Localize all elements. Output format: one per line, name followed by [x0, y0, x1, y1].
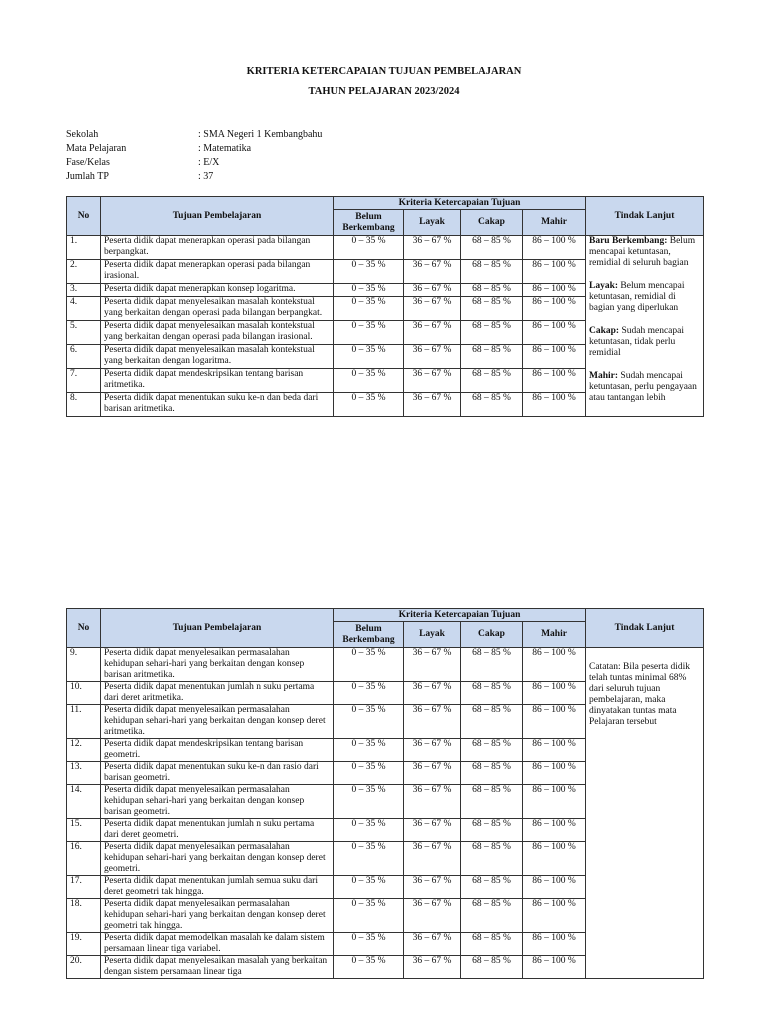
learning-objective: Peserta didik dapat menyelesaikan masalah yang berkaitan dengan sistem persamaan linear tiga	[101, 956, 334, 979]
learning-objective: Peserta didik dapat menerapkan operasi pada bilangan irasional.	[101, 260, 334, 284]
info-label: Fase/Kelas	[66, 157, 110, 168]
range-belum-berkembang: 0 – 35 %	[334, 368, 404, 392]
row-number: 15.	[67, 819, 101, 842]
learning-objective: Peserta didik dapat menyelesaikan permasalahan kehidupan sehari-hari yang berkaitan dengan konsep barisan aritmetika.	[101, 648, 334, 682]
range-mahir: 86 – 100 %	[523, 320, 586, 344]
info-row-jumlah-tp	[66, 170, 322, 184]
learning-objective: Peserta didik dapat menerapkan operasi pada bilangan berpangkat.	[101, 236, 334, 260]
range-mahir: 86 – 100 %	[523, 236, 586, 260]
info-row-fase	[66, 156, 322, 170]
range-mahir: 86 – 100 %	[523, 648, 586, 682]
info-label: Jumlah TP	[66, 171, 109, 182]
range-layak: 36 – 67 %	[404, 933, 461, 956]
kktp-table-1	[66, 196, 704, 417]
kktp-table-2	[66, 608, 704, 979]
row-number: 1.	[67, 236, 101, 260]
range-cakap: 68 – 85 %	[461, 842, 523, 876]
range-mahir: 86 – 100 %	[523, 842, 586, 876]
row-number: 11.	[67, 705, 101, 739]
range-cakap: 68 – 85 %	[461, 785, 523, 819]
range-belum-berkembang: 0 – 35 %	[334, 705, 404, 739]
learning-objective: Peserta didik dapat mendeskripsikan tentang barisan geometri.	[101, 739, 334, 762]
document-subtitle: TAHUN PELAJARAN 2023/2024	[308, 86, 460, 97]
range-layak: 36 – 67 %	[404, 705, 461, 739]
header-layak: Layak	[404, 210, 461, 236]
tindak-lanjut-text: Belum mencapai ketuntasan, remidial di seluruh bagian	[589, 236, 696, 268]
info-value: : SMA Negeri 1 Kembangbahu	[198, 129, 323, 140]
range-belum-berkembang: 0 – 35 %	[334, 296, 404, 320]
learning-objective: Peserta didik dapat menyelesaikan masalah kontekstual yang berkaitan dengan operasi pada bilangan irasional.	[101, 320, 334, 344]
range-cakap: 68 – 85 %	[461, 320, 523, 344]
header-tindak-lanjut: Tindak Lanjut	[586, 197, 704, 236]
learning-objective: Peserta didik dapat menyelesaikan permasalahan kehidupan sehari-hari yang berkaitan dengan konsep barisan geometri.	[101, 785, 334, 819]
header-layak: Layak	[404, 622, 461, 648]
range-belum-berkembang: 0 – 35 %	[334, 260, 404, 284]
range-mahir: 86 – 100 %	[523, 876, 586, 899]
learning-objective: Peserta didik dapat memodelkan masalah ke dalam sistem persamaan linear tiga variabel.	[101, 933, 334, 956]
tindak-lanjut-item	[589, 281, 700, 314]
row-number: 5.	[67, 320, 101, 344]
range-belum-berkembang: 0 – 35 %	[334, 956, 404, 979]
header-belum-berkembang: Belum Berkembang	[334, 622, 404, 648]
row-number: 20.	[67, 956, 101, 979]
info-label: Sekolah	[66, 129, 99, 140]
learning-objective: Peserta didik dapat menentukan jumlah semua suku dari deret geometri tak hingga.	[101, 876, 334, 899]
range-layak: 36 – 67 %	[404, 236, 461, 260]
range-cakap: 68 – 85 %	[461, 344, 523, 368]
range-belum-berkembang: 0 – 35 %	[334, 236, 404, 260]
range-cakap: 68 – 85 %	[461, 682, 523, 705]
info-value: : 37	[198, 171, 214, 182]
range-layak: 36 – 67 %	[404, 819, 461, 842]
header-tindak-lanjut: Tindak Lanjut	[586, 609, 704, 648]
range-belum-berkembang: 0 – 35 %	[334, 933, 404, 956]
range-layak: 36 – 67 %	[404, 296, 461, 320]
range-layak: 36 – 67 %	[404, 392, 461, 416]
range-belum-berkembang: 0 – 35 %	[334, 284, 404, 297]
table-row	[67, 236, 704, 260]
learning-objective: Peserta didik dapat menyelesaikan masalah kontekstual yang berkaitan dengan operasi pada bilangan berpangkat.	[101, 296, 334, 320]
header-tujuan: Tujuan Pembelajaran	[101, 197, 334, 236]
tindak-lanjut-cell	[586, 236, 704, 417]
row-number: 10.	[67, 682, 101, 705]
document-title: KRITERIA KETERCAPAIAN TUJUAN PEMBELAJARAN	[246, 66, 522, 77]
range-layak: 36 – 67 %	[404, 876, 461, 899]
range-cakap: 68 – 85 %	[461, 236, 523, 260]
tindak-lanjut-item	[589, 326, 700, 359]
range-belum-berkembang: 0 – 35 %	[334, 392, 404, 416]
header-mahir: Mahir	[523, 210, 586, 236]
table-row	[67, 648, 704, 682]
range-mahir: 86 – 100 %	[523, 682, 586, 705]
range-belum-berkembang: 0 – 35 %	[334, 682, 404, 705]
range-mahir: 86 – 100 %	[523, 762, 586, 785]
row-number: 17.	[67, 876, 101, 899]
header-kriteria: Kriteria Ketercapaian Tujuan	[334, 197, 586, 210]
row-number: 19.	[67, 933, 101, 956]
row-number: 13.	[67, 762, 101, 785]
tindak-lanjut-text: Sudah mencapai ketuntasan, tidak perlu remidial	[589, 326, 684, 358]
range-mahir: 86 – 100 %	[523, 819, 586, 842]
info-label: Mata Pelajaran	[66, 143, 127, 154]
range-mahir: 86 – 100 %	[523, 260, 586, 284]
range-layak: 36 – 67 %	[404, 899, 461, 933]
range-cakap: 68 – 85 %	[461, 284, 523, 297]
learning-objective: Peserta didik dapat menentukan jumlah n suku pertama dari deret geometri.	[101, 819, 334, 842]
range-cakap: 68 – 85 %	[461, 705, 523, 739]
range-belum-berkembang: 0 – 35 %	[334, 739, 404, 762]
range-layak: 36 – 67 %	[404, 785, 461, 819]
row-number: 8.	[67, 392, 101, 416]
range-mahir: 86 – 100 %	[523, 368, 586, 392]
header-cakap: Cakap	[461, 622, 523, 648]
range-cakap: 68 – 85 %	[461, 819, 523, 842]
range-mahir: 86 – 100 %	[523, 785, 586, 819]
learning-objective: Peserta didik dapat menentukan suku ke-n dan rasio dari barisan geometri.	[101, 762, 334, 785]
tindak-lanjut-label: Mahir:	[589, 371, 619, 381]
tindak-lanjut-text: Sudah mencapai ketuntasan, perlu pengayaan atau tantangan lebih	[589, 371, 697, 403]
range-belum-berkembang: 0 – 35 %	[334, 876, 404, 899]
header-kriteria: Kriteria Ketercapaian Tujuan	[334, 609, 586, 622]
header-no: No	[67, 197, 101, 236]
learning-objective: Peserta didik dapat menerapkan konsep logaritma.	[101, 284, 334, 297]
range-cakap: 68 – 85 %	[461, 876, 523, 899]
table-1-body	[67, 236, 704, 417]
row-number: 12.	[67, 739, 101, 762]
learning-objective: Peserta didik dapat menyelesaikan permasalahan kehidupan sehari-hari yang berkaitan dengan konsep deret aritmetika.	[101, 705, 334, 739]
info-value: : Matematika	[198, 143, 252, 154]
range-belum-berkembang: 0 – 35 %	[334, 899, 404, 933]
range-layak: 36 – 67 %	[404, 260, 461, 284]
range-layak: 36 – 67 %	[404, 284, 461, 297]
range-cakap: 68 – 85 %	[461, 392, 523, 416]
range-cakap: 68 – 85 %	[461, 648, 523, 682]
row-number: 7.	[67, 368, 101, 392]
range-cakap: 68 – 85 %	[461, 296, 523, 320]
range-mahir: 86 – 100 %	[523, 956, 586, 979]
learning-objective: Peserta didik dapat menyelesaikan permasalahan kehidupan sehari-hari yang berkaitan dengan konsep deret geometri.	[101, 842, 334, 876]
range-belum-berkembang: 0 – 35 %	[334, 762, 404, 785]
info-row-sekolah	[66, 128, 322, 142]
range-cakap: 68 – 85 %	[461, 762, 523, 785]
tindak-lanjut-cell	[586, 648, 704, 979]
range-layak: 36 – 67 %	[404, 368, 461, 392]
range-layak: 36 – 67 %	[404, 956, 461, 979]
range-belum-berkembang: 0 – 35 %	[334, 785, 404, 819]
school-info	[66, 128, 322, 184]
row-number: 6.	[67, 344, 101, 368]
row-number: 16.	[67, 842, 101, 876]
range-cakap: 68 – 85 %	[461, 899, 523, 933]
learning-objective: Peserta didik dapat menentukan suku ke-n dan beda dari barisan aritmetika.	[101, 392, 334, 416]
tindak-lanjut-text: Belum mencapai ketuntasan, remidial di bagian yang diperlukan	[589, 281, 685, 313]
range-mahir: 86 – 100 %	[523, 392, 586, 416]
range-cakap: 68 – 85 %	[461, 933, 523, 956]
row-number: 4.	[67, 296, 101, 320]
range-layak: 36 – 67 %	[404, 648, 461, 682]
learning-objective: Peserta didik dapat menyelesaikan permasalahan kehidupan sehari-hari yang berkaitan dengan konsep deret geometri tak hingga.	[101, 899, 334, 933]
tindak-lanjut-item	[589, 371, 700, 404]
header-belum-berkembang: Belum Berkembang	[334, 210, 404, 236]
learning-objective: Peserta didik dapat menyelesaikan masalah kontekstual yang berkaitan dengan logaritma.	[101, 344, 334, 368]
range-belum-berkembang: 0 – 35 %	[334, 842, 404, 876]
range-belum-berkembang: 0 – 35 %	[334, 819, 404, 842]
range-belum-berkembang: 0 – 35 %	[334, 344, 404, 368]
range-mahir: 86 – 100 %	[523, 344, 586, 368]
header-no: No	[67, 609, 101, 648]
tindak-lanjut-item	[589, 236, 700, 269]
header-tujuan: Tujuan Pembelajaran	[101, 609, 334, 648]
range-cakap: 68 – 85 %	[461, 739, 523, 762]
range-mahir: 86 – 100 %	[523, 705, 586, 739]
range-layak: 36 – 67 %	[404, 762, 461, 785]
range-layak: 36 – 67 %	[404, 682, 461, 705]
row-number: 2.	[67, 260, 101, 284]
range-mahir: 86 – 100 %	[523, 296, 586, 320]
row-number: 18.	[67, 899, 101, 933]
tindak-lanjut-note: Catatan: Bila peserta didik telah tuntas minimal 68% dari seluruh tujuan pembelajaran, maka dinyatakan tuntas mata Pelajaran tersebut	[589, 662, 691, 727]
range-layak: 36 – 67 %	[404, 842, 461, 876]
tindak-lanjut-label: Baru Berkembang:	[589, 236, 668, 246]
range-mahir: 86 – 100 %	[523, 933, 586, 956]
header-cakap: Cakap	[461, 210, 523, 236]
range-cakap: 68 – 85 %	[461, 368, 523, 392]
range-mahir: 86 – 100 %	[523, 739, 586, 762]
range-cakap: 68 – 85 %	[461, 956, 523, 979]
range-belum-berkembang: 0 – 35 %	[334, 320, 404, 344]
range-mahir: 86 – 100 %	[523, 899, 586, 933]
learning-objective: Peserta didik dapat mendeskripsikan tentang barisan aritmetika.	[101, 368, 334, 392]
row-number: 9.	[67, 648, 101, 682]
range-belum-berkembang: 0 – 35 %	[334, 648, 404, 682]
table-2-body	[67, 648, 704, 979]
tindak-lanjut-label: Cakap:	[589, 326, 620, 336]
range-cakap: 68 – 85 %	[461, 260, 523, 284]
range-layak: 36 – 67 %	[404, 344, 461, 368]
header-mahir: Mahir	[523, 622, 586, 648]
learning-objective: Peserta didik dapat menentukan jumlah n suku pertama dari deret aritmetika.	[101, 682, 334, 705]
row-number: 14.	[67, 785, 101, 819]
range-layak: 36 – 67 %	[404, 739, 461, 762]
tindak-lanjut-label: Layak:	[589, 281, 619, 291]
info-row-mapel	[66, 142, 322, 156]
range-mahir: 86 – 100 %	[523, 284, 586, 297]
row-number: 3.	[67, 284, 101, 297]
info-value: : E/X	[198, 157, 220, 168]
range-layak: 36 – 67 %	[404, 320, 461, 344]
